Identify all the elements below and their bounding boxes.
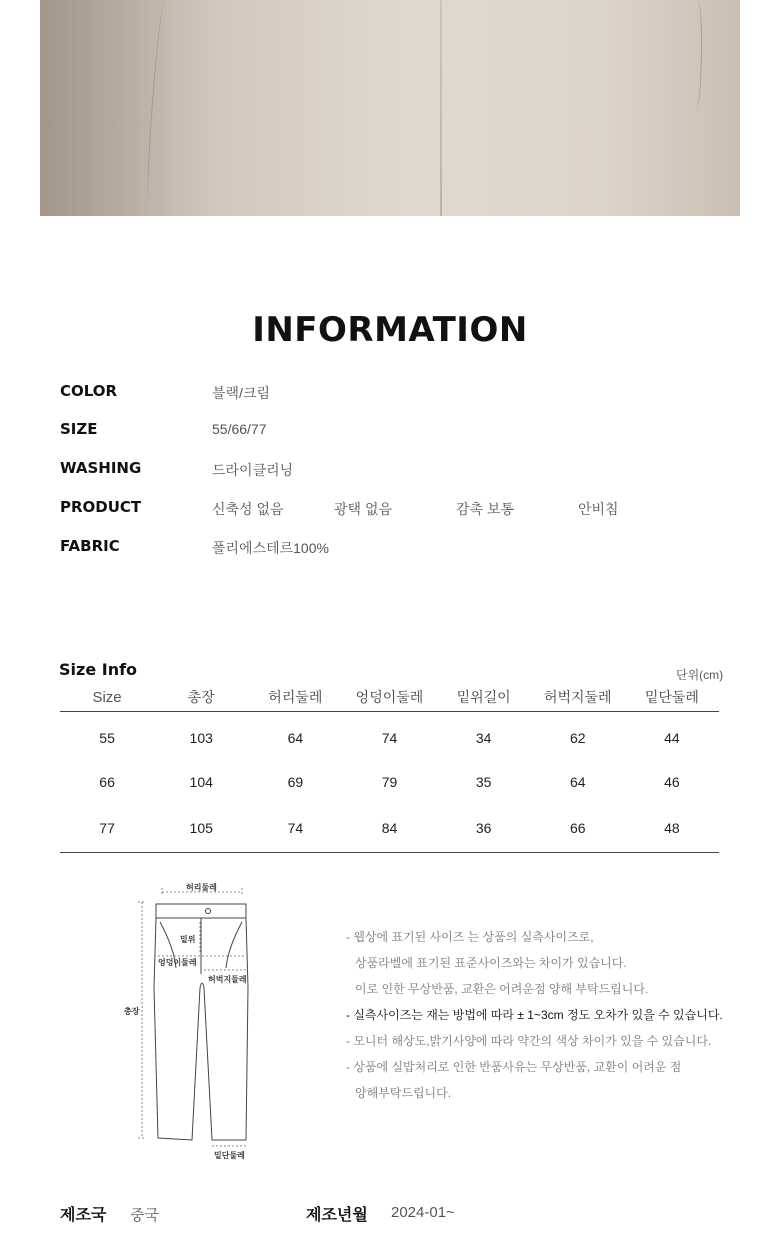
- product-photo: [40, 0, 740, 216]
- table-header-row: [60, 684, 719, 711]
- note-line: 상품라벨에 표기된 표준사이즈와는 차이가 있습니다.: [355, 956, 627, 970]
- info-value: 폴리에스테르100%: [212, 540, 329, 556]
- table-row: [60, 711, 719, 758]
- table-cell: 84: [342, 805, 436, 852]
- table-cell: 48: [625, 805, 719, 852]
- info-label: FABRIC: [60, 537, 120, 555]
- size-notes: [346, 928, 746, 1110]
- note-line: 이로 인한 무상반품, 교환은 어려운점 양해 부탁드립니다.: [355, 982, 649, 996]
- table-cell: 77: [60, 805, 154, 852]
- table-cell: 46: [664, 773, 680, 790]
- table-cell: 36: [437, 805, 531, 852]
- size-info-title: Size Info: [59, 660, 138, 679]
- table-cell: 35: [475, 773, 492, 790]
- table-cell: 44: [664, 729, 680, 746]
- diagram-label-length: 총장: [124, 1007, 140, 1016]
- info-row-product: [60, 498, 740, 522]
- table-header-cell: 총장: [154, 684, 248, 711]
- info-value: 드라이클리닝: [212, 462, 294, 478]
- size-unit-label: 단위(cm): [676, 668, 724, 682]
- table-cell: 103: [189, 729, 213, 746]
- country-label: 제조국: [60, 1205, 107, 1224]
- table-cell: 105: [154, 805, 248, 852]
- information-title: INFORMATION: [252, 310, 528, 350]
- table-header-cell: 허벅지둘레: [531, 684, 625, 711]
- table-cell: 64: [569, 773, 586, 790]
- size-table: [60, 684, 719, 853]
- info-value: 블랙/크림: [212, 385, 270, 401]
- table-cell: 104: [189, 773, 213, 790]
- info-value: 신축성 없음: [212, 501, 284, 517]
- info-row-fabric: [60, 537, 740, 561]
- info-value: 안비침: [578, 501, 619, 517]
- table-row: [60, 758, 719, 805]
- table-cell: 55: [99, 729, 115, 746]
- info-row-size: [60, 420, 740, 444]
- diagram-label-hem: 밑단둘레: [214, 1151, 245, 1160]
- note-line: 양해부탁드립니다.: [355, 1086, 452, 1100]
- table-row: [60, 805, 719, 852]
- diagram-label-hip: 엉덩이둘레: [158, 958, 197, 967]
- note-line: - 실측사이즈는 재는 방법에 따라 ± 1~3cm 정도 오차가 있을 수 있습니다.: [346, 1008, 723, 1022]
- diagram-label-rise: 밑위: [180, 935, 196, 944]
- country-value: 중국: [130, 1207, 159, 1224]
- info-value: 광택 없음: [334, 501, 392, 517]
- note-line: - 모니터 해상도,밝기사양에 따라 약간의 색상 차이가 있을 수 있습니다.: [346, 1034, 712, 1048]
- table-header-cell: 허리둘레: [248, 684, 342, 711]
- info-label: WASHING: [60, 459, 142, 477]
- manufacture-date-value: 2024-01~: [391, 1204, 455, 1221]
- info-label: COLOR: [60, 382, 118, 400]
- table-cell: 66: [99, 773, 115, 790]
- diagram-label-thigh: 허벅지둘레: [208, 975, 247, 984]
- table-header-cell: 밑위길이: [437, 684, 531, 711]
- table-cell: 74: [381, 729, 398, 746]
- table-cell: 79: [381, 773, 398, 790]
- info-value: 55/66/77: [212, 421, 267, 437]
- manufacture-date-label: 제조년월: [306, 1205, 368, 1224]
- pants-measurement-diagram: [120, 878, 260, 1164]
- note-line: - 상품에 실밥처리로 인한 반품사유는 무상반품, 교환이 어려운 점: [346, 1060, 682, 1074]
- table-header-cell: Size: [60, 684, 154, 711]
- info-label: PRODUCT: [60, 498, 142, 516]
- table-header-cell: 엉덩이둘레: [342, 684, 436, 711]
- table-cell: 62: [569, 729, 586, 746]
- table-cell: 64: [287, 729, 304, 746]
- table-cell: 74: [248, 805, 342, 852]
- table-cell: 34: [475, 729, 492, 746]
- table-header-cell: 밑단둘레: [625, 684, 719, 711]
- table-cell: 66: [531, 805, 625, 852]
- diagram-label-waist: 허리둘레: [186, 883, 217, 892]
- note-line: - 웹상에 표기된 사이즈 는 상품의 실측사이즈로,: [346, 930, 594, 944]
- table-cell: 69: [287, 773, 304, 790]
- info-row-color: [60, 382, 740, 406]
- info-label: SIZE: [60, 420, 98, 438]
- pants-outline-icon: [120, 878, 260, 1164]
- info-value: 감촉 보통: [456, 501, 514, 517]
- info-row-washing: [60, 459, 740, 483]
